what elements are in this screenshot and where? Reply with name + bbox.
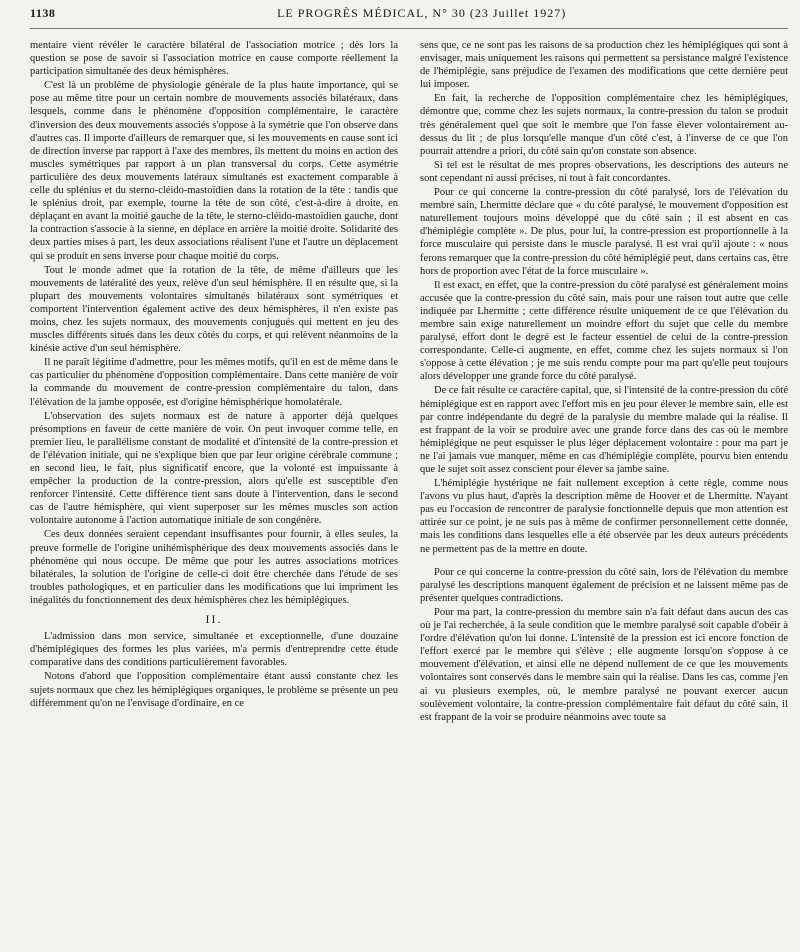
paragraph: Il est exact, en effet, que la contre-pression du côté paralysé est généralement moins accusée que la contre-pression du côté sain, mais pour une raison tout autre que celle indiquée par Lhermitte ; cette différence résulte uniquement de ce que l'élévation du membre sain exige naturellement un moindre effort du sujet que celle du membre paralysé, effort dont le degré est le facteur essentiel de celui de la contre-pression correspondante. Celle-ci augmente, en effet, comme chez les sujets normaux si l'on s'oppose à cette élévation ; je me suis rendu compte pour ma part qu'elle peut toujours alors développer une grande force du côté paralysé. bbox=[420, 279, 788, 383]
paragraph: L'hémiplégie hystérique ne fait nullement exception à cette règle, comme nous l'avons vu plus haut, d'après la description même de Hoover et de Lhermitte. N'ayant pas eu l'occasion de rencontrer de paralysie fonctionnelle depuis que mon attention est attirée sur ce point, je ne suis pas à même de confirmer personnellement cette donnée, mais les conditions dans lesquelles elle a été observée par les deux auteurs précédents ne permettent pas de la mettre en doute. bbox=[420, 478, 788, 555]
paragraph: mentaire vient révéler le caractère bilatéral de l'association motrice ; dès lors la question se pose de savoir si l'association motrice en cause comporte réellement la participation simultanée des deux hémisphères. bbox=[30, 40, 398, 78]
paragraph: L'admission dans mon service, simultanée et exceptionnelle, d'une douzaine d'hémiplégiques des formes les plus variées, m'a permis d'entreprendre cette étude comparative dans des conditions particulièrement favorables. bbox=[30, 631, 398, 669]
paragraph: Pour ce qui concerne la contre-pression du côté sain, lors de l'élévation du membre paralysé les descriptions manquent également de précision et ne laissent même pas de présenter quelques contradictions. bbox=[420, 566, 788, 604]
paragraph: Si tel est le résultat de mes propres observations, les descriptions des auteurs ne sont cependant ni aussi précises, ni tout à fait concordantes. bbox=[420, 159, 788, 184]
section-number: II. bbox=[205, 612, 223, 627]
text-columns bbox=[30, 39, 788, 724]
page-number: 1138 bbox=[30, 6, 56, 20]
paragraph: Il ne paraît légitime d'admettre, pour les mêmes motifs, qu'il en est de même dans le cas particulier du phénomène d'opposition complémentaire. Dans cette manière de voir la commande du mouvement de contre-pression complémentaire du talon, dans l'élévation de la jambe opposée, est d'origine hémisphérique homolatérale. bbox=[30, 357, 398, 408]
paragraph: De ce fait résulte ce caractère capital, que, si l'intensité de la contre-pression du côté hémiplégique est en rapport avec l'effort mis en jeu pour élever le membre sain, elle est par contre indépendante du degré de la paralysie du membre malade qui la réalise. Il est frappant de la voir se produire avec une grande force dans des cas où le membre hémiplégique ne peut esquisser le plus léger déplacement volontaire : pour ma part je ne l'ai jamais vue manquer, même en cas d'hémiplégie complète, pourvu bien entendu que le sujet soit assez conscient pour élever sa jambe saine. bbox=[420, 385, 788, 475]
right-column bbox=[420, 39, 788, 724]
paragraph: En fait, la recherche de l'opposition complémentaire chez les hémiplégiques, démontre que, comme chez les sujets normaux, la contre-pression du talon se produit très généralement quel que soit le membre que l'on fasse élever volontairement au-dessus du lit ; de plus lorsqu'elle manque d'un côté c'est, à l'inverse de ce que l'on pourrait attendre a priori, du côté sain qu'on constate son absence. bbox=[420, 93, 788, 157]
paragraph: Pour ma part, la contre-pression du membre sain n'a fait défaut dans aucun des cas où je l'ai recherchée, à la seule condition que le membre paralysé soit capable d'obéir à l'ordre d'élévation qu'on lui donne. L'intensité de la pression est ici encore fonction de l'effort exercé par le membre qui s'élève ; elle augmente lorsqu'on s'oppose à ce mouvement d'élévation, et ainsi elle ne dépend nullement de ce que les mouvements volontaires sont conservés dans le membre sain qui la réalise. Dans les cas, comme j'en ai vu plusieurs exemples, où, le membre paralysé ne pouvant exercer aucun soulèvement volontaire, la contre-pression complémentaire fait défaut du côté sain, il est frappant de la voir se produire néanmoins avec toute sa bbox=[420, 606, 788, 723]
paragraph: C'est là un problème de physiologie générale de la plus haute importance, qui se pose au même titre pour un certain nombre de mouvements associés bilatéraux, dans lesquels, comme dans le phénomène d'opposition complémentaire, le caractère d'inversion des deux mouvements associés s'oppose à la symétrie que l'on observe dans d'autres cas. Il importe d'ailleurs de remarquer que, si les mouvements en cause sont ici de direction inverse par rapport à l'axe des membres, ils mettent du moins en action des muscles symétriques par rapport à un plan transversal du corps. Cette asymétrie particulière des deux mouvements latéraux simultanés est exactement comparable à celle du splénius et du sterno-cléido-mastoïdien dans la rotation de la tête : tandis que le splénius droit, par exemple, tourne la tête de son côté, c'est-à-dire à droite, en déplaçant en avant la moitié gauche de la tête, le sterno-cléido-mastoïdien gauche, dont la contraction s'associe à la sienne, en déplace en arrière la moitié droite. Solidarité des deux parties mises à part, les deux associations réalisent l'une et l'autre un déplacement qui se produit en sens inverse pour chaque moitié du corps. bbox=[30, 80, 398, 262]
paragraph: Pour ce qui concerne la contre-pression du côté paralysé, lors de l'élévation du membre sain, Lhermitte déclare que « du côté paralysé, le mouvement d'opposition est naturellement toujours moins développé que du côté sain ; il est absent en cas d'hémiplégie complète ». De plus, pour lui, la contre-pression est proportionnelle à la force musculaire qui persiste dans le muscle paralysé. Il est vrai qu'il ajoute : « nous ferons remarquer que la contre-pression du côté hémiplégié peut, dans certains cas, être hors de proportion avec l'état de la force musculaire ». bbox=[420, 187, 788, 277]
journal-title: LE PROGRÈS MÉDICAL, N° 30 (23 Juillet 1927) bbox=[277, 6, 567, 20]
paragraph: Notons d'abord que l'opposition complémentaire étant aussi constante chez les sujets normaux que chez les hémiplégiques organiques, le problème se présente un peu différemment qu'on ne l'envisage d'ordinaire, en ce bbox=[30, 671, 398, 709]
page-header bbox=[30, 6, 788, 29]
paragraph: Ces deux données seraient cependant insuffisantes pour fournir, à elles seules, la preuve formelle de l'origine unihémisphérique des deux mouvements associés dans le phénomène qui nous occupe. De même que pour les autres associations motrices bilatérales, la solution de l'origine de celle-ci doit être cherchée dans l'étude de ses troubles pathologiques, et en particulier dans les modifications que lui impriment les inégalités du fonctionnement des deux hémisphères chez les hémiplégiques. bbox=[30, 529, 398, 606]
paragraph: Tout le monde admet que la rotation de la tête, de même d'ailleurs que les mouvements de latéralité des yeux, relève d'un seul hémisphère. Il en résulte que, si la plupart des mouvements volontaires simultanés bilatéraux sont symétriques et comportent l'intervention également active des deux hémisphères, il n'en existe pas moins, chez les sujets normaux, des mouvements conjugués qui mettent en jeu des muscles différents situés dans les deux côtés du corps, et qui relèvent néanmoins de la kinésie active d'un seul hémisphère. bbox=[30, 264, 398, 355]
paragraph: sens que, ce ne sont pas les raisons de sa production chez les hémiplégiques qui sont à envisager, mais uniquement les raisons qui permettent sa persistance malgré l'existence de l'hémiplégie, sans préjudice de l'examen des modifications que cette dernière peut lui imposer. bbox=[420, 40, 788, 91]
left-column bbox=[30, 39, 398, 724]
paragraph: L'observation des sujets normaux est de nature à apporter déjà quelques présomptions en faveur de cette manière de voir. On peut invoquer comme telle, en premier lieu, le parallélisme constant de modalité et d'intensité de la contre-pression et de l'élévation initiale, qui ne s'explique bien que par leur origine cérébrale commune ; en second lieu, le fait, plus significatif encore, que la volonté est impuissante à empêcher la production de la contre-pression, alors qu'elle est susceptible d'en renforcer l'intensité. Cette différence tient sans doute à l'intervention, dans le second cas de l'autre hémisphère, qui vient superposer sur les mêmes muscles son action volontaire autonome à l'action automatique initiale de son congénère. bbox=[30, 410, 398, 527]
